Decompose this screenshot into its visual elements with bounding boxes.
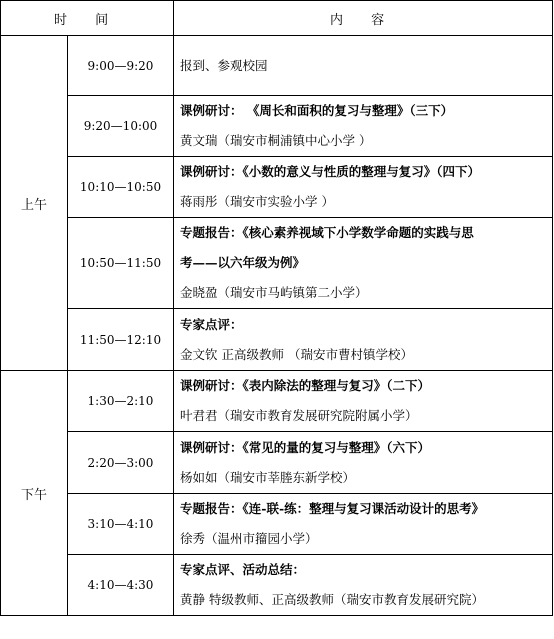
time-cell: 1:30—2:10	[68, 371, 174, 432]
time-cell: 4:10—4:30	[68, 555, 174, 616]
header-content: 内 容	[174, 1, 553, 36]
table-row	[1, 309, 553, 371]
table-row	[1, 494, 553, 555]
content-presenter: 黄文瑞（瑞安市桐浦镇中心小学 ）	[180, 133, 372, 148]
time-cell: 10:50—11:50	[68, 218, 174, 309]
content-cell	[174, 432, 553, 494]
content-presenter: 金文钦 正高级教师 （瑞安市曹村镇学校）	[180, 346, 413, 362]
content-cell	[174, 96, 553, 157]
table-row	[1, 36, 553, 96]
content-presenter: 蒋雨彤（瑞安市实验小学 ）	[180, 194, 334, 209]
content-cell	[174, 218, 553, 309]
time-cell: 9:00—9:20	[68, 36, 174, 96]
time-cell: 2:20—3:00	[68, 432, 174, 494]
content-title: 课例研讨：《表内除法的整理与复习》（二下）	[180, 378, 431, 393]
content-presenter: 金晓盈（瑞安市马屿镇第二小学）	[180, 285, 368, 300]
content-presenter: 杨如如（瑞安市莘塍东新学校）	[180, 469, 356, 485]
time-cell: 11:50—12:10	[68, 309, 174, 371]
time-cell: 9:20—10:00	[68, 96, 174, 157]
period-afternoon: 下午	[1, 371, 68, 616]
table-row	[1, 218, 553, 309]
content-cell	[174, 157, 553, 218]
content-title: 课例研讨：《常见的量的复习与整理》（六下）	[180, 439, 431, 455]
header-time: 时 间	[1, 1, 174, 36]
table-row	[1, 371, 553, 432]
content-cell	[174, 494, 553, 555]
content-presenter: 黄静 特级教师、正高级教师（瑞安市教育发展研究院）	[180, 592, 484, 607]
period-morning: 上午	[1, 36, 68, 371]
content-presenter: 徐秀（温州市籀园小学）	[180, 531, 318, 546]
content-title: 专家点评、活动总结：	[180, 562, 306, 577]
header-row	[1, 1, 553, 36]
content-cell	[174, 371, 553, 432]
content-title: 专家点评：	[180, 316, 243, 332]
table-row	[1, 96, 553, 157]
time-cell: 10:10—10:50	[68, 157, 174, 218]
table-row	[1, 555, 553, 616]
content-title-cont: 考——以六年级为例》	[180, 255, 306, 270]
table-row	[1, 157, 553, 218]
content-title: 课例研讨：《小数的意义与性质的整理与复习》（四下）	[180, 164, 481, 179]
content-presenter: 叶君君（瑞安市教育发展研究院附属小学）	[180, 408, 418, 423]
content-line: 报到、参观校园	[180, 57, 268, 73]
content-cell	[174, 309, 553, 371]
content-cell	[174, 555, 553, 616]
time-cell: 3:10—4:10	[68, 494, 174, 555]
table-row	[1, 432, 553, 494]
content-cell	[174, 36, 553, 96]
content-title: 专题报告：《核心素养视域下小学数学命题的实践与思	[180, 225, 474, 240]
content-title: 课例研讨： 《周长和面积的复习与整理》（三下）	[180, 103, 454, 118]
content-title: 专题报告：《连-联-练：整理与复习课活动设计的思考》	[180, 501, 485, 516]
